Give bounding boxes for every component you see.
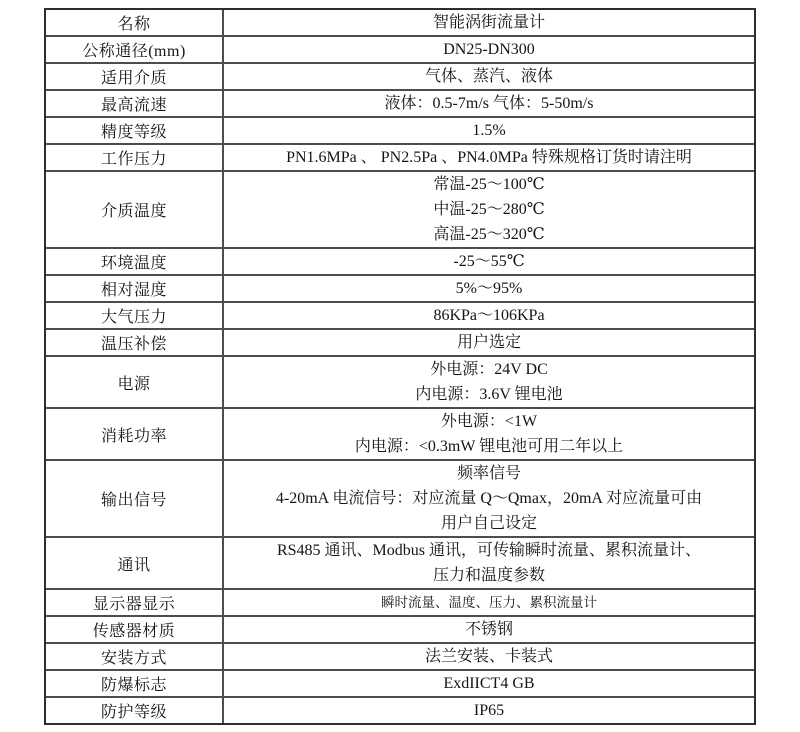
spec-value-line: 法兰安装、卡装式	[424, 648, 553, 665]
table-row	[46, 172, 754, 249]
spec-value-line: RS485 通讯、Modbus 通讯，可传输瞬时流量、累积流量计、	[276, 542, 702, 559]
table-row	[46, 64, 754, 91]
spec-value-line: 中温-25～280℃	[433, 201, 545, 218]
spec-value-line: DN25-DN300	[443, 41, 535, 58]
spec-label: 最高流速	[46, 91, 224, 116]
spec-label: 精度等级	[46, 118, 224, 143]
spec-label: 公称通径(mm)	[46, 37, 224, 62]
spec-value-line: 智能涡街流量计	[432, 14, 545, 31]
spec-value	[224, 538, 754, 588]
spec-value-line: 不锈钢	[464, 621, 513, 638]
spec-value	[224, 145, 754, 170]
table-row	[46, 698, 754, 723]
spec-value	[224, 671, 754, 696]
spec-label: 大气压力	[46, 303, 224, 328]
spec-value	[224, 644, 754, 669]
spec-value-line: 4-20mA 电流信号：对应流量 Q～Qmax，20mA 对应流量可由	[275, 490, 703, 507]
spec-value-line: ExdIICT4 GB	[443, 675, 535, 692]
spec-value-line: 压力和温度参数	[432, 567, 545, 584]
spec-value-line: 常温-25～100℃	[433, 176, 545, 193]
table-row	[46, 91, 754, 118]
spec-label: 输出信号	[46, 461, 224, 536]
spec-label: 介质温度	[46, 172, 224, 247]
spec-value	[224, 409, 754, 459]
spec-label: 相对湿度	[46, 276, 224, 301]
spec-value-line: 外电源：24V DC	[430, 361, 548, 378]
spec-value-line: 5%～95%	[455, 280, 523, 297]
spec-value-line: 86KPa～106KPa	[433, 307, 545, 324]
table-row	[46, 461, 754, 538]
spec-value-line: 频率信号	[456, 465, 521, 482]
spec-value	[224, 698, 754, 723]
spec-value	[224, 37, 754, 62]
spec-value-line: -25～55℃	[453, 253, 525, 270]
spec-value	[224, 357, 754, 407]
spec-label: 防护等级	[46, 698, 224, 723]
spec-value	[224, 64, 754, 89]
spec-value-line: 内电源：3.6V 锂电池	[415, 386, 563, 403]
spec-label: 名称	[46, 10, 224, 35]
table-row	[46, 644, 754, 671]
spec-value	[224, 330, 754, 355]
spec-label: 消耗功率	[46, 409, 224, 459]
table-row	[46, 37, 754, 64]
spec-value	[224, 617, 754, 642]
spec-value-line: 1.5%	[472, 122, 506, 139]
table-row	[46, 671, 754, 698]
table-row	[46, 617, 754, 644]
spec-value	[224, 276, 754, 301]
spec-value	[224, 303, 754, 328]
spec-table	[44, 8, 756, 725]
table-row	[46, 249, 754, 276]
spec-value-line: 气体、蒸汽、液体	[424, 68, 553, 85]
spec-value-line: 用户选定	[456, 334, 521, 351]
spec-label: 适用介质	[46, 64, 224, 89]
spec-value-line: PN1.6MPa 、 PN2.5Pa 、PN4.0MPa 特殊规格订货时请注明	[286, 149, 692, 166]
table-row	[46, 145, 754, 172]
spec-value	[224, 461, 754, 536]
spec-label: 通讯	[46, 538, 224, 588]
table-row	[46, 10, 754, 37]
table-row	[46, 330, 754, 357]
spec-label: 电源	[46, 357, 224, 407]
spec-value	[224, 172, 754, 247]
table-row	[46, 118, 754, 145]
table-row	[46, 303, 754, 330]
spec-value	[224, 10, 754, 35]
spec-label: 显示器显示	[46, 590, 224, 615]
spec-value-line: 用户自己设定	[440, 515, 537, 532]
spec-label: 工作压力	[46, 145, 224, 170]
spec-label: 温压补偿	[46, 330, 224, 355]
spec-value	[224, 118, 754, 143]
table-row	[46, 538, 754, 590]
spec-value	[224, 249, 754, 274]
table-row	[46, 590, 754, 617]
spec-value-line: 外电源：<1W	[440, 413, 538, 430]
spec-label: 传感器材质	[46, 617, 224, 642]
spec-value-line: IP65	[473, 702, 505, 719]
spec-label: 防爆标志	[46, 671, 224, 696]
spec-value	[224, 590, 754, 615]
spec-label: 安装方式	[46, 644, 224, 669]
spec-value-line: 液体：0.5-7m/s 气体：5-50m/s	[384, 95, 594, 112]
table-row	[46, 409, 754, 461]
table-row	[46, 276, 754, 303]
spec-value-line: 内电源：<0.3mW 锂电池可用二年以上	[354, 438, 624, 455]
spec-value-line: 高温-25～320℃	[433, 226, 545, 243]
spec-label: 环境温度	[46, 249, 224, 274]
table-row	[46, 357, 754, 409]
spec-value-line: 瞬时流量、温度、压力、累积流量计	[381, 595, 597, 610]
spec-value	[224, 91, 754, 116]
